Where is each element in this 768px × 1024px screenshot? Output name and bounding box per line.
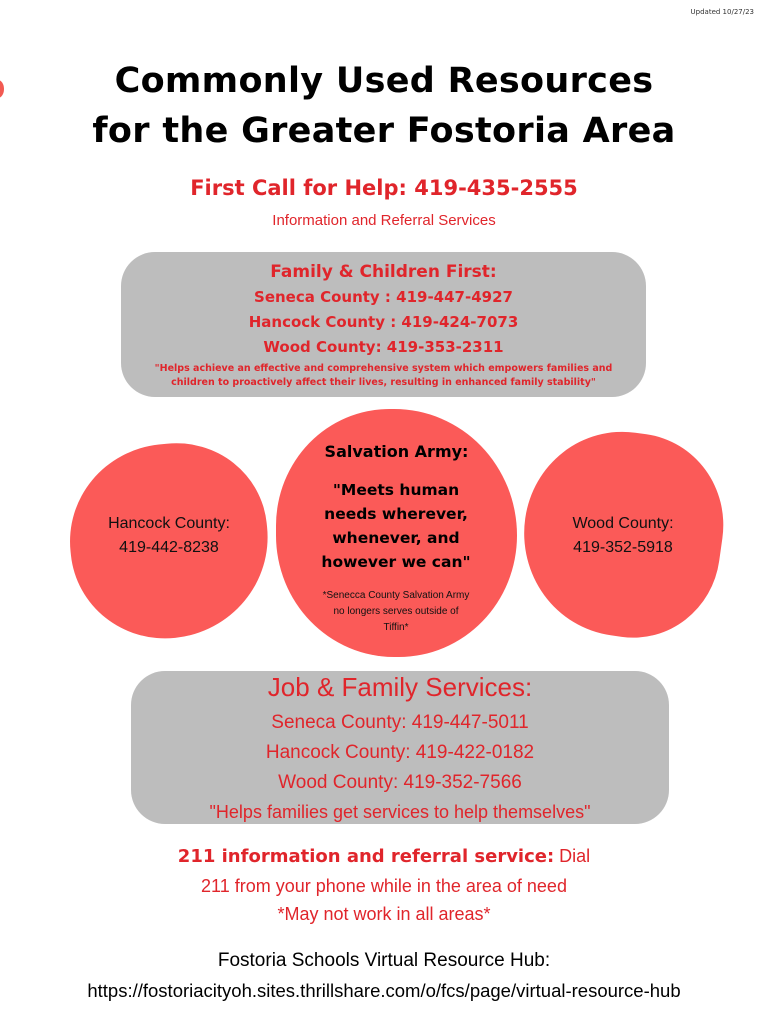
- sa-note-line: *Senecca County Salvation Army: [322, 590, 470, 601]
- jfs-wood: Wood County: 419-352-7566: [278, 772, 522, 793]
- fcf-wood: Wood County: 419-353-2311: [263, 338, 504, 356]
- fcf-quote-line-2: children to proactively affect their lives, resulting in enhanced family stability": [171, 377, 596, 388]
- sa-quote-line: needs wherever,: [324, 505, 468, 523]
- service-211-bold: 211 information and referral service:: [177, 846, 555, 867]
- hancock-phone: 419-442-8238: [119, 539, 219, 556]
- sa-quote-line: however we can": [321, 553, 471, 571]
- fcf-hancock: Hancock County : 419-424-7073: [248, 313, 519, 331]
- wood-info: [524, 512, 722, 560]
- wood-label: Wood County:: [572, 515, 674, 532]
- jfs-hancock: Hancock County: 419-422-0182: [265, 742, 535, 763]
- sa-quote-line: whenever, and: [332, 529, 460, 547]
- title-line-2: for the Greater Fostoria Area: [92, 111, 676, 151]
- fcf-quote-line-1: "Helps achieve an effective and comprehensive system which empowers families and: [154, 363, 613, 374]
- jfs-quote: "Helps families get services to help themselves": [209, 802, 591, 822]
- service-211-line-3: *May not work in all areas*: [277, 904, 491, 924]
- fcf-heading: Family & Children First:: [270, 262, 497, 282]
- service-211-rest: Dial: [554, 846, 591, 866]
- wood-phone: 419-352-5918: [573, 539, 673, 556]
- sa-quote-line: "Meets human: [332, 481, 460, 499]
- sa-note-line: Tiffin*: [383, 622, 409, 633]
- hancock-label: Hancock County:: [108, 515, 230, 532]
- title-line-1: Commonly Used Resources: [114, 61, 654, 101]
- salvation-army-note: [296, 588, 496, 636]
- hub-label: Fostoria Schools Virtual Resource Hub:: [217, 950, 551, 971]
- salvation-army-quote: [296, 478, 496, 574]
- page-title: [0, 56, 768, 156]
- fcf-quote: [140, 362, 627, 390]
- hub-url[interactable]: https://fostoriacityoh.sites.thrillshare.com/o/fcs/page/virtual-resource-hub: [87, 980, 681, 1001]
- fcf-seneca: Seneca County : 419-447-4927: [254, 288, 513, 306]
- sa-note-line: no longers serves outside of: [333, 606, 459, 617]
- service-211-line-2: 211 from your phone while in the area of need: [201, 876, 567, 896]
- first-call-subtitle: Information and Referral Services: [272, 212, 496, 229]
- hancock-info: [70, 512, 268, 560]
- jfs-heading: Job & Family Services:: [267, 672, 533, 702]
- salvation-army-title: Salvation Army:: [324, 442, 469, 461]
- service-211-line-1: [0, 846, 768, 867]
- first-call-heading: First Call for Help: 419-435-2555: [190, 176, 578, 200]
- updated-date: Updated 10/27/23: [690, 8, 754, 16]
- jfs-seneca: Seneca County: 419-447-5011: [271, 712, 529, 733]
